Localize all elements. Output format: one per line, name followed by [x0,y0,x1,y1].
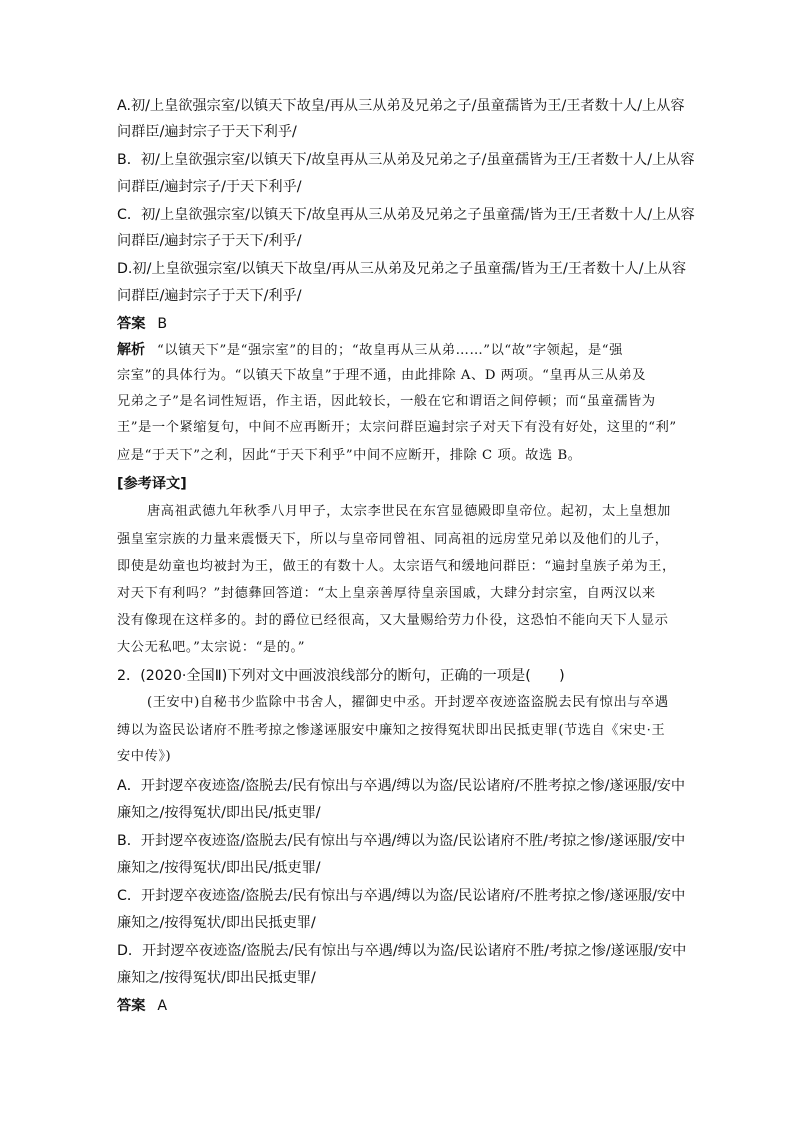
q2-stem: 2．(2020·全国Ⅱ)下列对文中画波浪线部分的断句，正确的一项是( ) [117,668,565,684]
q2-option-b-line1: B．开封逻卒夜迹盗/盗脱去/民有惊出与卒遇/缚以为盗/民讼诸府不胜/考掠之惨/遂诬服/安中 [117,833,686,849]
q2-passage-line3: 安中传》) [117,749,172,764]
q2-passage-line2: 缚以为盗民讼诸府不胜考掠之惨遂诬服安中廉知之按得冤状即出民抵吏罪(节选自《宋史·王 [117,723,666,738]
q2-option-b-line2: 廉知之/按得冤状/即出民/抵吏罪/ [117,860,321,876]
q2-option-a-line1: A．开封逻卒夜迹盗/盗脱去/民有惊出与卒遇/缚以为盗/民讼诸府/不胜考掠之惨/遂诬服/安中 [117,778,686,794]
translation-line3: 即使是幼童也均被封为王，做王的有数十人。太宗语气和缓地问群臣：“遍封皇族子弟为王， [117,559,676,574]
q1-option-d-line2: 问群臣/遍封宗子于天下/利乎/ [117,288,302,304]
q2-option-d-line2: 廉知之/按得冤状/即出民抵吏罪/ [117,970,316,986]
q1-analysis-line1 [117,340,623,361]
translation-title: [参考译文] [117,476,187,492]
q1-analysis-line5: 应是“于天下”之利，因此“于天下利乎”中间不应断开，排除 C 项。故选 B。 [117,448,582,463]
q2-option-c-line2: 廉知之/按得冤状/即出民抵吏罪/ [117,915,316,931]
translation-line4: 对天下有利吗？”封德彝回答道：“太上皇亲善厚待皇亲国戚，大肆分封宗室，自两汉以来 [117,586,656,601]
q1-option-d-line1: D.初/上皇欲强宗室/以镇天下故皇/再从三从弟及兄弟之子虽童孺/皆为王/王者数十人/上从容 [117,261,687,277]
q1-analysis-text: “以镇天下”是“强宗室”的目的；“故皇再从三从弟……”以“故”字领起，是“强 [157,343,623,358]
q1-answer-label: 答案 [117,316,146,332]
q1-option-c-line1: C．初/上皇欲强宗室/以镇天下/故皇再从三从弟及兄弟之子虽童孺/皆为王/王者数十人/上从容 [117,207,695,223]
q1-option-a-line2: 问群臣/遍封宗子于天下利乎/ [117,124,297,140]
q1-analysis-line4: 王”是一个紧缩复句，中间不应再断开；太宗问群臣遍封宗子对天下有没有好处，这里的“利” [117,420,677,435]
q1-analysis-line2: 宗室”的具体行为。“以镇天下故皇”于理不通，由此排除 A、D 两项。“皇再从三从弟及 [117,368,647,383]
q2-passage-line1: (王安中)自秘书少监除中书舍人，擢御史中丞。开封逻卒夜迹盗盗脱去民有惊出与卒遇 [147,695,669,710]
q1-analysis-line3: 兄弟之子”是名词性短语，作主语，因此较长，一般在它和谓语之间停顿；而“虽童孺皆为 [117,394,656,409]
q1-option-c-line2: 问群臣/遍封宗子于天下/利乎/ [117,233,302,249]
q2-answer-value: A [157,998,168,1014]
q2-option-d-line1: D．开封逻卒夜迹盗/盗脱去/民有惊出与卒遇/缚以为盗/民讼诸府不胜/考掠之惨/遂诬服/安中 [117,943,687,959]
q2-option-a-line2: 廉知之/按得冤状/即出民/抵吏罪/ [117,805,321,821]
q1-option-b-line1: B．初/上皇欲强宗室/以镇天下/故皇再从三从弟及兄弟之子/虽童孺皆为王/王者数十人/上从容 [117,152,695,168]
translation-line2: 强皇室宗族的力量来震慑天下，所以与皇帝同曾祖、同高祖的远房堂兄弟以及他们的儿子， [117,532,669,547]
q2-option-c-line1: C．开封逻卒夜迹盗/盗脱去/民有惊出与卒遇/缚以为盗/民讼诸府/不胜考掠之惨/遂诬服/安中 [117,888,686,904]
q1-answer-value: B [157,316,168,332]
q1-option-b-line2: 问群臣/遍封宗子/于天下利乎/ [117,179,302,195]
translation-line5: 没有像现在这样多的。封的爵位已经很高，又大量赐给劳力仆役，这恐怕不能向天下人显示 [117,613,669,628]
q1-answer [117,314,167,334]
q1-analysis-label: 解析 [117,342,145,358]
translation-line1: 唐高祖武德九年秋季八月甲子，太宗李世民在东宫显德殿即皇帝位。起初，太上皇想加 [147,504,671,519]
q2-answer [117,996,167,1016]
q1-option-a-line1: A.初/上皇欲强宗室/以镇天下故皇/再从三从弟及兄弟之子/虽童孺皆为王/王者数十人/上从容 [117,98,685,114]
q2-answer-label: 答案 [117,998,146,1014]
translation-line6: 大公无私吧。”太宗说：“是的。” [117,640,306,655]
